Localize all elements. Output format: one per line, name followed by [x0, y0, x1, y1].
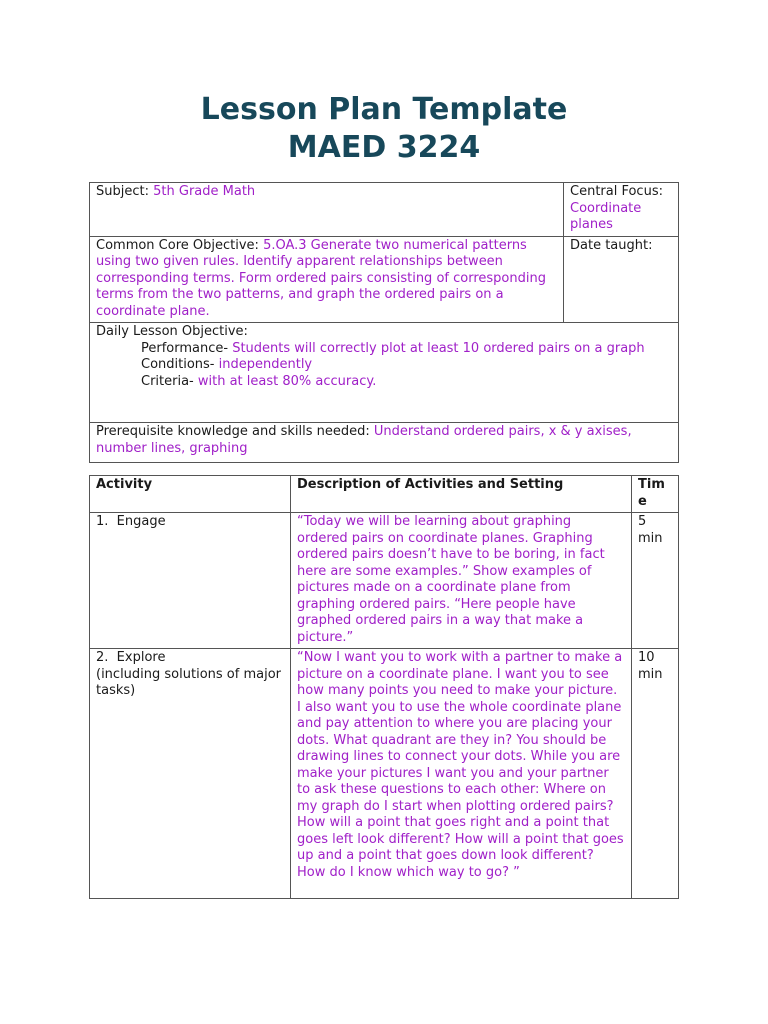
central-focus-value: Coordinate planes	[570, 200, 642, 232]
prerequisite-value: Understand ordered pairs, x & y axises, number lines, graphing	[96, 424, 632, 456]
subject-label: Subject:	[96, 184, 154, 199]
daily-objective-cell	[90, 323, 679, 423]
header-description: Description of Activities and Setting	[291, 476, 632, 513]
activities-header-row	[90, 476, 679, 513]
conditions-value: independently	[218, 357, 313, 372]
criteria-line	[96, 374, 672, 391]
document-title	[0, 91, 768, 167]
criteria-value: with at least 80% accuracy.	[197, 373, 377, 389]
lesson-info-table	[89, 182, 679, 463]
common-core-value: 5.OA.3 Generate two numerical patterns using two given rules. Identify apparent relationships between corresponding terms. Form ordered pairs consisting of corresponding terms from the two patterns, and graph the ordered pairs on a coordinate plane.	[96, 237, 546, 319]
activities-table	[89, 475, 679, 899]
subject-cell	[90, 183, 564, 237]
common-core-label: Common Core Objective:	[96, 237, 264, 253]
table-row	[90, 513, 679, 649]
description-engage: “Today we will be learning about graphing ordered pairs on coordinate planes. Graphing ordered pairs doesn’t have to be boring, in fact here are some examples.” Show examples of pictures made on a coordinate plane from graphing ordered pairs. “Here people have graphed ordered pairs in a way that make a picture.”	[291, 513, 632, 649]
conditions-line	[96, 357, 672, 374]
performance-label: Performance-	[141, 340, 233, 356]
activity-engage: 1. Engage	[90, 513, 291, 649]
subject-value: 5th Grade Math	[153, 184, 256, 199]
central-focus-label: Central Focus:	[570, 184, 663, 199]
date-taught-label: Date taught:	[570, 237, 653, 253]
header-time: Time	[632, 476, 679, 513]
time-explore: 10 min	[632, 649, 679, 899]
criteria-label: Criteria-	[141, 373, 198, 389]
daily-objective-label: Daily Lesson Objective:	[96, 324, 248, 339]
header-activity: Activity	[90, 476, 291, 513]
performance-line	[96, 341, 672, 358]
title-line-2: MAED 3224	[287, 130, 481, 165]
central-focus-cell	[564, 183, 679, 237]
common-core-cell	[90, 236, 564, 323]
prerequisite-cell	[90, 423, 679, 463]
date-taught-cell	[564, 236, 679, 323]
conditions-label: Conditions-	[141, 357, 219, 372]
activity-explore: 2. Explore (including solutions of major tasks)	[90, 649, 291, 899]
prerequisite-label: Prerequisite knowledge and skills needed:	[96, 424, 374, 439]
performance-value: Students will correctly plot at least 10 ordered pairs on a graph	[232, 340, 645, 356]
title-line-1: Lesson Plan Template	[200, 92, 568, 127]
time-engage: 5 min	[632, 513, 679, 649]
table-row	[90, 649, 679, 899]
description-explore: “Now I want you to work with a partner to make a picture on a coordinate plane. I want you to see how many points you need to make your picture. I also want you to use the whole coordinate plane and pay attention to where you are placing your dots. What quadrant are they in? You should be drawing lines to connect your dots. While you are make your pictures I want you and your partner to ask these questions to each other: Where on my graph do I start when plotting ordered pairs? How will a point that goes right and a point that goes left look different? How will a point that goes up and a point that goes down look different? How do I know which way to go? ”	[291, 649, 632, 899]
